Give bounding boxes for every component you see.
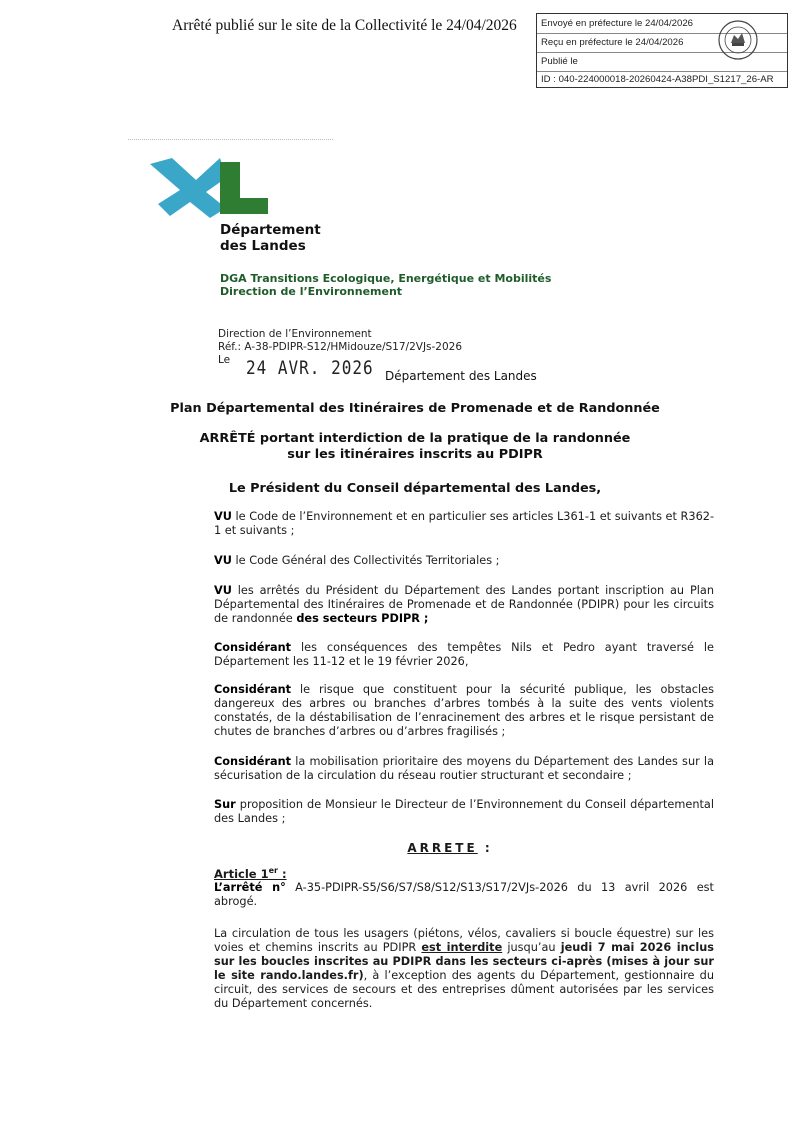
reference-block	[218, 328, 462, 354]
article-1-prohibition	[214, 927, 714, 1011]
visa-lead: VU	[214, 584, 232, 597]
considerant-paragraph	[214, 755, 714, 783]
arrete-title-line1: ARRÊTÉ portant interdiction de la pratique de la randonnée	[199, 431, 631, 446]
arrete-title-line2: sur les itinéraires inscrits au PDIPR	[287, 447, 543, 462]
prohibition-text-2: jusqu’au	[502, 941, 561, 954]
visa-text: le Code de l’Environnement et en particulier ses articles L361-1 et suivants et R362-1 et suivants ;	[214, 510, 715, 537]
dga-line2: Direction de l’Environnement	[220, 285, 403, 298]
considerant-paragraph	[214, 641, 714, 669]
visa-paragraph	[214, 584, 714, 626]
arrete-title	[15, 431, 800, 463]
stamp-sent: Envoyé en préfecture le 24/04/2026	[541, 18, 694, 29]
prefecture-stamp	[536, 13, 788, 88]
article-1-sup: er	[268, 866, 278, 875]
visa-paragraph	[214, 554, 714, 568]
president-title: Le Président du Conseil départemental des Landes,	[228, 481, 602, 496]
xl-logo-icon	[150, 158, 275, 220]
considerant-lead: Considérant	[214, 755, 292, 768]
reference-code: Réf.: A-38-PDIPR-S12/HMidouze/S17/2VJs-2026	[218, 341, 463, 353]
department-name-line1: Département	[220, 222, 321, 238]
prohibition-text-1: La circulation de tous les usagers (piétons, vélos, cavaliers si boucle équestre) sur les voies et chemins inscrits au PDIPR	[214, 927, 714, 954]
proposal-text: proposition de Monsieur le Directeur de l’Environnement du Conseil départemental des Landes ;	[214, 798, 714, 825]
reference-direction: Direction de l’Environnement	[218, 328, 372, 340]
prohibition-bold: jeudi 7 mai 2026 inclus sur les boucles inscrites au PDIPR dans les secteurs ci-après (mises à jour sur le site rando.landes.fr)	[214, 941, 714, 982]
arrete-heading-colon: :	[477, 841, 493, 855]
proposal-paragraph	[214, 798, 714, 826]
dga-heading	[220, 272, 551, 298]
article-1-label: Article 1	[214, 866, 269, 881]
dga-line1: DGA Transitions Ecologique, Energétique et Mobilités	[220, 272, 552, 285]
divider	[128, 139, 333, 140]
considerant-lead: Considérant	[214, 641, 292, 654]
visa-lead: VU	[214, 510, 232, 523]
article-1-abrogation-text: A-35-PDIPR-S5/S6/S7/S8/S12/S13/S17/2VJs-2026 du 13 avril 2026 est abrogé.	[214, 881, 714, 908]
date-stamp: 24 AVR. 2026	[246, 356, 374, 379]
department-label: Département des Landes	[385, 369, 537, 383]
considerant-text: les conséquences des tempêtes Nils et Pedro ayant traversé le Département les 11-12 et le 19 février 2026,	[214, 641, 714, 668]
considerant-lead: Considérant	[214, 683, 292, 696]
visa-bold: des secteurs PDIPR ;	[296, 612, 429, 625]
arrete-heading-text: ARRETE	[407, 841, 478, 855]
proposal-lead: Sur	[214, 798, 236, 811]
stamp-published: Publié le	[541, 56, 578, 67]
article-1-title	[214, 866, 287, 881]
date-label: Le	[218, 354, 231, 366]
considerant-text: le risque que constituent pour la sécurité publique, les obstacles dangereux des arbres ou branches d’arbres tombés à la suite des vents violents constatés, de la déstabilisation de l’enracinement des arbres et le risque persistant de chutes de branches d’arbres ou d’arbres fragilisés ;	[214, 683, 714, 738]
article-1-abrogation	[214, 881, 714, 909]
publication-notice: Arrêté publié sur le site de la Collectivité le 24/04/2026	[172, 17, 517, 34]
department-name	[220, 222, 321, 254]
arrete-heading	[0, 841, 800, 855]
considerant-text: la mobilisation prioritaire des moyens du Département des Landes sur la sécurisation de la circulation du réseau routier structurant et secondaire ;	[214, 755, 714, 782]
article-1-abrogation-lead: L’arrêté n°	[214, 881, 286, 894]
considerant-paragraph	[214, 683, 714, 739]
visa-lead: VU	[214, 554, 232, 567]
seal-icon	[717, 19, 759, 61]
prohibition-underlined: est interdite	[421, 941, 503, 954]
visa-paragraph	[214, 510, 714, 538]
plan-title: Plan Départemental des Itinéraires de Promenade et de Randonnée	[170, 401, 660, 416]
visa-text: le Code Général des Collectivités Territoriales ;	[231, 554, 500, 567]
article-1-colon: :	[277, 866, 287, 881]
department-name-line2: des Landes	[220, 238, 306, 254]
prohibition-text-3: , à l’exception des agents du Département, gestionnaire du circuit, des services de secours et des entreprises dûment autorisées par les services du Département concernés.	[214, 969, 715, 1010]
stamp-id: ID : 040-224000018-20260424-A38PDI_S1217_26-AR	[541, 74, 774, 85]
stamp-received: Reçu en préfecture le 24/04/2026	[541, 37, 684, 48]
visa-text: les arrêtés du Président du Département des Landes portant inscription au Plan Départemental des Itinéraires de Promenade et de Randonnée (PDIPR) pour les circuits de randonnée	[214, 584, 714, 625]
